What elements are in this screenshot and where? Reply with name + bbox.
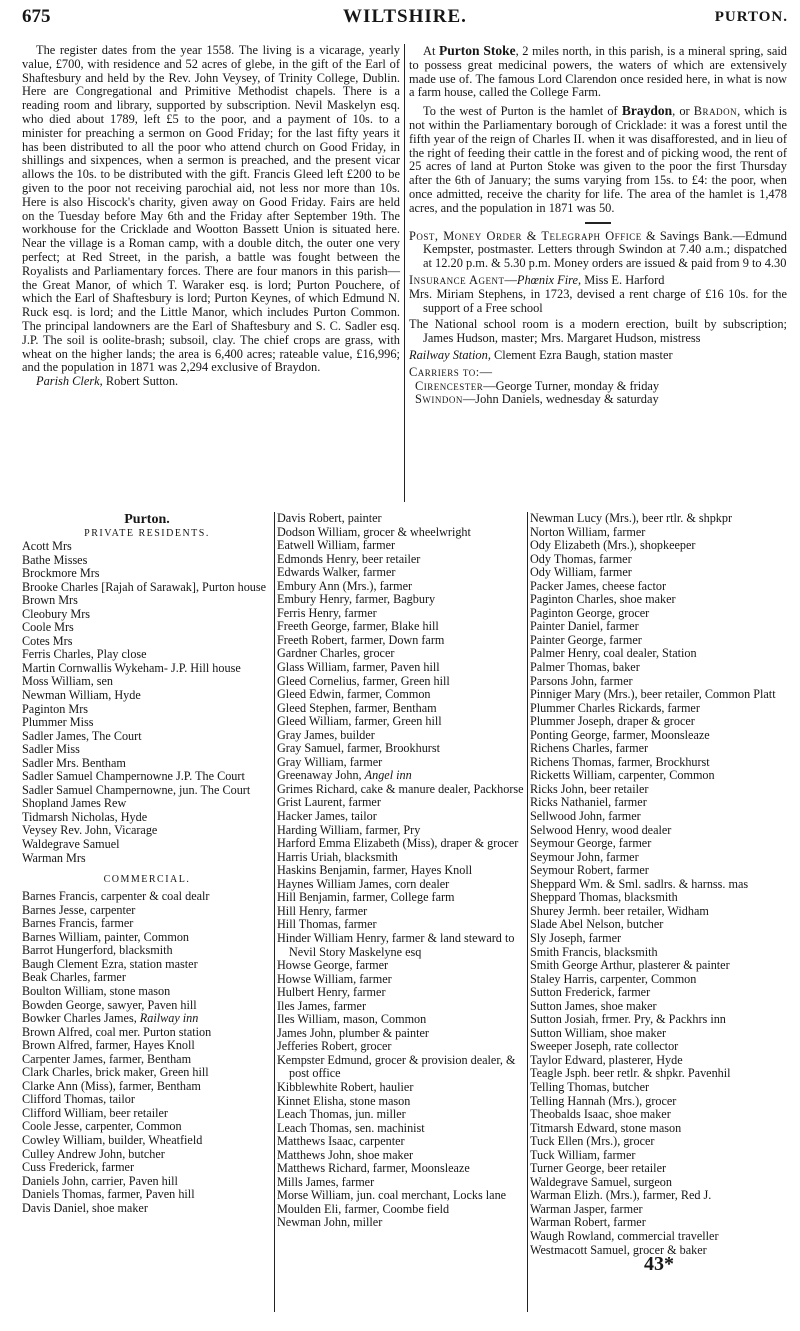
directory-entry: Cuss Frederick, farmer	[22, 1160, 135, 1175]
directory-entry: Norton William, farmer	[530, 524, 646, 539]
directory-entry: Sadler Samuel Champernowne, jun. The Court	[22, 782, 251, 797]
directory-entry: Painter George, farmer	[530, 632, 642, 647]
directory-entry: Morse William, jun. coal merchant, Locks lane	[277, 1188, 507, 1203]
directory-entry: Harding William, farmer, Pry	[277, 822, 421, 837]
directory-entry: Bowden George, sawyer, Paven hill	[22, 997, 197, 1012]
heading: Post, Money Order & Telegraph Office	[409, 228, 642, 243]
private-residents-heading: PRIVATE RESIDENTS.	[84, 528, 210, 539]
directory-entry: Clifford William, beer retailer	[22, 1105, 168, 1120]
directory-entry: Barnes Francis, carpenter & coal dealr	[22, 889, 210, 904]
directory-entry: Matthews John, shoe maker	[277, 1147, 414, 1162]
directory-entry: Brockmore Mrs	[22, 566, 100, 581]
place-name: Braydon	[621, 103, 673, 119]
carrier-entry	[409, 380, 787, 394]
directory-entry: Sadler Miss	[22, 742, 80, 757]
directory-entry: Sly Joseph, farmer	[530, 930, 622, 945]
commercial-list	[277, 512, 525, 1230]
directory-entry: Kempster Edmund, grocer & provision dealer, & post office	[277, 1052, 516, 1081]
directory-entry: Warman Elizh. (Mrs.), farmer, Red J.	[530, 1188, 712, 1203]
text: , which is not within the Parliamentary borough of Cricklade: it was a forest until the fifth year of the reign of Charles II. when it was disafforested, and in lieu of the right of feeding their cattle in the forest and of picking wood, the rent of 25 acres of land at Purton Stoke was given to the poor the first Thursday after the 6th of January; the sums varying from 15s. to £4: the poor, when once admitted, receive the charity for life. The area of the hamlet is 1,478 acres, and the population in 1871 was 50.	[409, 104, 787, 215]
parish-clerk-label: Parish Clerk,	[36, 374, 103, 389]
directory-entry: Newman Lucy (Mrs.), beer rtlr. & shpkpr	[530, 511, 733, 525]
heading: Carriers to:—	[409, 364, 493, 379]
directory-entry: Sadler Samuel Champernowne J.P. The Court	[22, 769, 245, 784]
directory-entry: Embury Henry, farmer, Bagbury	[277, 592, 436, 607]
directory-entry: Davis Robert, painter	[277, 511, 382, 525]
commercial-list	[530, 512, 788, 1257]
directory-entry: Waugh Rowland, commercial traveller	[530, 1228, 719, 1243]
directory-entry: Ferris Charles, Play close	[22, 647, 147, 662]
parish-clerk	[22, 375, 400, 389]
directory-entry: Sutton Frederick, farmer	[530, 985, 651, 1000]
directory-entry: Hill Benjamin, farmer, College farm	[277, 890, 455, 905]
directory-entry: Tuck Ellen (Mrs.), grocer	[530, 1134, 655, 1149]
directory-entry: Taylor Edward, plasterer, Hyde	[530, 1052, 683, 1067]
directory-entry: Edwards Walker, farmer	[277, 565, 396, 580]
directory-entry: Davis Daniel, shoe maker	[22, 1200, 148, 1215]
directory-entry: Kibblewhite Robert, haulier	[277, 1079, 414, 1094]
directory-entry: Brown Alfred, coal mer. Purton station	[22, 1024, 212, 1039]
parish-description	[22, 44, 400, 389]
directory-entry: Richens Charles, farmer	[530, 741, 649, 756]
directory-entry: Sweeper Joseph, rate collector	[530, 1039, 679, 1054]
directory-entry: Gleed Cornelius, farmer, Green hill	[277, 673, 450, 688]
national-school-entry: The National school room is a modern erection, built by subscription; James Hudson, master; Mrs. Margaret Hudson, mistress	[409, 317, 787, 346]
directory-entry: Waldegrave Samuel, surgeon	[530, 1174, 672, 1189]
directory-entry: Paginton Charles, shoe maker	[530, 592, 676, 607]
directory-entry: Cotes Mrs	[22, 633, 73, 648]
carrier-entry	[409, 393, 787, 407]
text: At	[423, 44, 439, 58]
directory-entry: Ricketts William, carpenter, Common	[530, 768, 715, 783]
directory-entry: Gleed Edwin, farmer, Common	[277, 687, 431, 702]
directory-entry: Teagle Jsph. beer retlr. & shpkr. Pavenhil	[530, 1066, 731, 1081]
directory-entry: Gleed Stephen, farmer, Bentham	[277, 700, 437, 715]
text: Clement Ezra Baugh, station master	[490, 347, 673, 362]
directory-entry: Newman William, Hyde	[22, 688, 141, 703]
directory-entry: Edmonds Henry, beer retailer	[277, 551, 421, 566]
county-title: WILTSHIRE.	[343, 6, 467, 27]
directory-entry: Gray William, farmer	[277, 754, 383, 769]
destination: Cirencester	[415, 378, 484, 393]
directory-entry: Pinniger Mary (Mrs.), beer retailer, Common Platt	[530, 687, 776, 702]
directory-entry: Staley Harris, carpenter, Common	[530, 971, 697, 986]
directory-entry: Culley Andrew John, butcher	[22, 1146, 165, 1161]
directory-entry: Daniels Thomas, farmer, Paven hill	[22, 1187, 195, 1202]
directory-entry: Ricks Nathaniel, farmer	[530, 795, 647, 810]
directory-entry: Smith Francis, blacksmith	[530, 944, 658, 959]
purton-stoke-paragraph	[409, 44, 787, 100]
directory-entry: Eatwell William, farmer	[277, 538, 396, 553]
heading: Insurance Agent	[409, 272, 505, 287]
directory-entry: Hill Henry, farmer	[277, 903, 368, 918]
directory-entry: Ponting George, farmer, Moonsleaze	[530, 727, 710, 742]
directory-entry: Iles William, mason, Common	[277, 1012, 427, 1027]
directory-entry: Sutton William, shoe maker	[530, 1025, 667, 1040]
directory-entry: Moulden Eli, farmer, Coombe field	[277, 1201, 450, 1216]
directory-entry: Baugh Clement Ezra, station master	[22, 956, 198, 971]
commercial-heading: COMMERCIAL.	[103, 874, 191, 886]
directory-entry: Haynes William James, corn dealer	[277, 876, 450, 891]
directory-entry: Daniels John, carrier, Paven hill	[22, 1173, 178, 1188]
directory-entry: Clarke Ann (Miss), farmer, Bentham	[22, 1078, 201, 1093]
description-paragraph: The register dates from the year 1558. The living is a vicarage, yearly value, £700, with residence and 52 acres of glebe, in the gift of the Earl of Shaftesbury and held by the Rev. John Veysey, of Trinity College, Dublin. Here are Congregational and Primitive Methodist chapels. There is a reading room and library, supported by subscription. Nevil Maskelyn esq. who died about 1789, left £5 to the poor, and a payment of 10s. to a minister for preaching a sermon on Good Friday; for the last fifty years it has been distributed to all the poor who attend church on Good Friday, in shillings and sixpences, when a sermon is preached, and the present vicar allows the 10s. to be distributed with the gift. Francis Gleed left £200 to be given to the poor not receiving parochial aid, not less nor more than 10s. Here is also Hiscock's charity, given away on Good Friday. Fairs are held on the Tuesday before May 6th and the Friday after September 19th. The workhouse for the Cricklade and Wootton Bassett Union is situated here. Near the village is a Roman camp, with a double ditch, the outer one very perfect; at Red Street, in the parish, a battle was fought between the Royalists and Parliamentary forces. There are four manors in this parish—the Great Manor, of which T. Waraker esq. is lord; Purton Pouchere, of which the Earl of Shaftesbury is lord; Purton Keynes, of which Edmund N. Ruck esq. is lord; and the Little Manor, which includes Purton Common. The principal landowners are the Earl of Shaftesbury and S. C. Sadler esq. J.P. The soil is oolite-brash; subsoil, clay. The chief crops are grass, with wheat on the higher lands; the area is 6,400 acres; rateable value, £16,996; and the population in 1871 was 2,294 exclusive of Braydon.	[22, 43, 400, 375]
entry-text: Greenaway John,	[277, 768, 365, 783]
directory-entry: Brown Mrs	[22, 593, 78, 608]
directory-entry: Matthews Isaac, carpenter	[277, 1134, 405, 1149]
directory-entry	[277, 769, 525, 783]
directory-entry: Beak Charles, farmer	[22, 970, 126, 985]
place-name-alt: Bradon	[693, 104, 738, 119]
text: —John Daniels, wednesday & saturday	[462, 392, 659, 407]
directory-entry: Brown Alfred, farmer, Hayes Knoll	[22, 1038, 195, 1053]
directory-entry: Matthews Richard, farmer, Moonsleaze	[277, 1161, 470, 1176]
directory-entry: Newman John, miller	[277, 1215, 383, 1230]
column-divider	[527, 512, 528, 1312]
directory-entry: Tidmarsh Nicholas, Hyde	[22, 809, 148, 824]
heading: Railway Station,	[409, 347, 491, 362]
directory-entry: Plummer Miss	[22, 715, 94, 730]
directory-entry: Seymour George, farmer	[530, 836, 652, 851]
column-divider	[274, 512, 275, 1312]
directory-entry: Gray James, builder	[277, 727, 375, 742]
entry-premises: Railway inn	[139, 1011, 199, 1026]
directory-entry: Waldegrave Samuel	[22, 837, 120, 852]
directory-entry: Slade Abel Nelson, butcher	[530, 917, 664, 932]
directory-entry: Boulton William, stone mason	[22, 983, 171, 998]
directory-entry: Brooke Charles [Rajah of Sarawak], Purton house	[22, 579, 267, 594]
directory-entry: Coole Mrs	[22, 620, 74, 635]
directory-entry: Grist Laurent, farmer	[277, 795, 381, 810]
directory-entry: Ody Thomas, farmer	[530, 551, 632, 566]
text: —George Turner, monday & friday	[483, 378, 660, 393]
private-residents-list	[22, 540, 272, 865]
entry-premises: Angel inn	[364, 768, 412, 783]
directory-entry: Telling Thomas, butcher	[530, 1079, 650, 1094]
directory-entry: Smith George Arthur, plasterer & painter	[530, 958, 730, 973]
directory-entry: Plummer Charles Rickards, farmer	[530, 700, 700, 715]
post-office-entry	[409, 230, 787, 271]
parish-title: PURTON.	[714, 9, 788, 25]
directory-entry: Freeth George, farmer, Blake hill	[277, 619, 439, 634]
directory-entry: Bathe Misses	[22, 552, 88, 567]
directory-entry: Seymour John, farmer	[530, 849, 639, 864]
directory-entry: Hinder William Henry, farmer & land steward to Nevil Story Maskelyne esq	[277, 930, 515, 959]
text: , 2 miles north, in this parish, is a mineral spring, said to possess great medicinal powers, the waters of which are extensively made use of. The famous Lord Clarendon once resided here, in what is now a farm house, called the College Farm.	[409, 44, 787, 100]
directory-entry: Embury Ann (Mrs.), farmer	[277, 578, 413, 593]
directory-entry: Shurey Jermh. beer retailer, Widham	[530, 903, 709, 918]
parish-clerk-name: Robert Sutton.	[102, 374, 179, 389]
directory-entry: Ricks John, beer retailer	[530, 781, 649, 796]
directory-entry: Paginton Mrs	[22, 701, 89, 716]
commercial-list	[22, 890, 272, 1215]
directory-entry: Barnes William, painter, Common	[22, 929, 190, 944]
company: Phœnix Fire	[516, 272, 579, 287]
place-name: Purton Stoke	[438, 43, 516, 58]
hamlets-and-services	[409, 44, 787, 407]
directory-entry: Turner George, beer retailer	[530, 1161, 667, 1176]
directory-entry: Freeth Robert, farmer, Down farm	[277, 632, 445, 647]
text: —	[504, 272, 517, 287]
column-divider	[404, 44, 405, 502]
destination: Swindon	[415, 392, 463, 407]
directory-entry: Sellwood John, farmer	[530, 809, 641, 824]
directory-entry: Theobalds Isaac, shoe maker	[530, 1107, 671, 1122]
directory-entry: Painter Daniel, farmer	[530, 619, 639, 634]
directory-entry: Harris Uriah, blacksmith	[277, 849, 398, 864]
text: , or	[672, 104, 694, 119]
running-header	[22, 6, 788, 32]
directory-entry: Cleobury Mrs	[22, 606, 91, 621]
directory-entry: Leach Thomas, sen. machinist	[277, 1120, 425, 1135]
braydon-paragraph	[409, 104, 787, 215]
directory-entry: Telling Hannah (Mrs.), grocer	[530, 1093, 677, 1108]
directory-entry: Palmer Henry, coal dealer, Station	[530, 646, 697, 661]
carriers-heading	[409, 366, 787, 380]
directory-entry: Veysey Rev. John, Vicarage	[22, 823, 158, 838]
railway-station-entry	[409, 349, 787, 363]
directory-entry: Seymour Robert, farmer	[530, 863, 649, 878]
directory-entry: Ody William, farmer	[530, 565, 632, 580]
directory-entry: Ferris Henry, farmer	[277, 605, 377, 620]
directory-entry: Sutton James, shoe maker	[530, 998, 657, 1013]
text: & Savings Bank.—Edmund Kempster, postmaster. Letters through Swindon at 7.40 a.m.; dispatched at 12.20 p.m. & 5.30 p.m. Money orders are issued & paid from 9 to 4.30	[423, 228, 787, 271]
directory-entry: Plummer Joseph, draper & grocer	[530, 714, 695, 729]
directory-entry: Leach Thomas, jun. miller	[277, 1107, 406, 1122]
section-rule	[585, 222, 611, 224]
directory-entry: Kinnet Elisha, stone mason	[277, 1093, 411, 1108]
directory-entry: Coole Jesse, carpenter, Common	[22, 1119, 182, 1134]
directory-entry: Howse William, farmer	[277, 971, 392, 986]
directory-entry: Dodson William, grocer & wheelwright	[277, 524, 471, 539]
directory-entry: Titmarsh Edward, stone mason	[530, 1120, 682, 1135]
directory-entry: Sutton Josiah, frmer. Pry, & Packhrs inn	[530, 1012, 726, 1027]
directory-entry: Martin Cornwallis Wykeham- J.P. Hill house	[22, 660, 241, 675]
directory-entry: Shopland James Rew	[22, 796, 127, 811]
directory-title: Purton.	[124, 512, 170, 527]
directory-entry: Clark Charles, brick maker, Green hill	[22, 1065, 209, 1080]
entry-text: Bowker Charles James,	[22, 1011, 140, 1026]
directory-entry: Warman Robert, farmer	[530, 1215, 646, 1230]
directory-entry: Paginton George, grocer	[530, 605, 650, 620]
directory-entry: Barnes Francis, farmer	[22, 916, 134, 931]
directory-entry: Gardner Charles, grocer	[277, 646, 395, 661]
directory-entry: Carpenter James, farmer, Bentham	[22, 1051, 192, 1066]
free-school-entry: Mrs. Miriam Stephens, in 1723, devised a rent charge of £16 10s. for the support of a Free school	[409, 286, 787, 315]
directory-entry: Moss William, sen	[22, 674, 114, 689]
directory-entry: Sadler James, The Court	[22, 728, 142, 743]
directory-entry: Sheppard Wm. & Sml. sadlrs. & harnss. mas	[530, 876, 749, 891]
page-number: 675	[22, 6, 51, 27]
directory-entry: Haskins Benjamin, farmer, Hayes Knoll	[277, 863, 473, 878]
directory-entry: Mills James, farmer	[277, 1174, 375, 1189]
directory-entry: Hill Thomas, farmer	[277, 917, 377, 932]
directory-entry: Westmacott Samuel, grocer & baker	[530, 1242, 707, 1257]
directory-entry: Sadler Mrs. Bentham	[22, 755, 126, 770]
directory-entry: Warman Mrs	[22, 850, 86, 865]
text: To the west of Purton is the hamlet of	[423, 104, 622, 119]
directory-entry: Iles James, farmer	[277, 998, 366, 1013]
directory-entry: Selwood Henry, wood dealer	[530, 822, 672, 837]
directory-entry: Harford Emma Elizabeth (Miss), draper & grocer	[277, 836, 519, 851]
directory-entry: Acott Mrs	[22, 539, 72, 553]
directory-entry: Packer James, cheese factor	[530, 578, 667, 593]
directory-entry: Hacker James, tailor	[277, 809, 377, 824]
directory-entry: Howse George, farmer	[277, 958, 389, 973]
directory-entry: Clifford Thomas, tailor	[22, 1092, 135, 1107]
directory-entry: Sheppard Thomas, blacksmith	[530, 890, 678, 905]
directory-entry: James John, plumber & painter	[277, 1025, 429, 1040]
insurance-agent-entry	[409, 274, 787, 288]
directory-entry: Palmer Thomas, baker	[530, 660, 640, 675]
signature-mark: 43*	[644, 1253, 674, 1276]
directory-entry: Grimes Richard, cake & manure dealer, Packhorse	[277, 781, 524, 796]
directory-entry: Gray Samuel, farmer, Brookhurst	[277, 741, 440, 756]
directory-entry: Hulbert Henry, farmer	[277, 985, 386, 1000]
directory-entry: Jefferies Robert, grocer	[277, 1039, 392, 1054]
directory-entry: Parsons John, farmer	[530, 673, 633, 688]
directory-entry: Glass William, farmer, Paven hill	[277, 660, 440, 675]
text: , Miss E. Harford	[578, 272, 665, 287]
directory-column-1	[22, 512, 272, 1215]
directory-entry: Richens Thomas, farmer, Brockhurst	[530, 754, 710, 769]
directory-entry: Barnes Jesse, carpenter	[22, 902, 136, 917]
directory-entry	[22, 1012, 272, 1026]
directory-column-2	[277, 512, 525, 1230]
directory-entry: Cowley William, builder, Wheatfield	[22, 1132, 203, 1147]
directory-column-3	[530, 511, 788, 1276]
directory-entry: Warman Jasper, farmer	[530, 1201, 643, 1216]
directory-entry: Tuck William, farmer	[530, 1147, 636, 1162]
directory-entry: Gleed William, farmer, Green hill	[277, 714, 442, 729]
directory-entry: Ody Elizabeth (Mrs.), shopkeeper	[530, 538, 696, 553]
directory-entry: Barrot Hungerford, blacksmith	[22, 943, 173, 958]
